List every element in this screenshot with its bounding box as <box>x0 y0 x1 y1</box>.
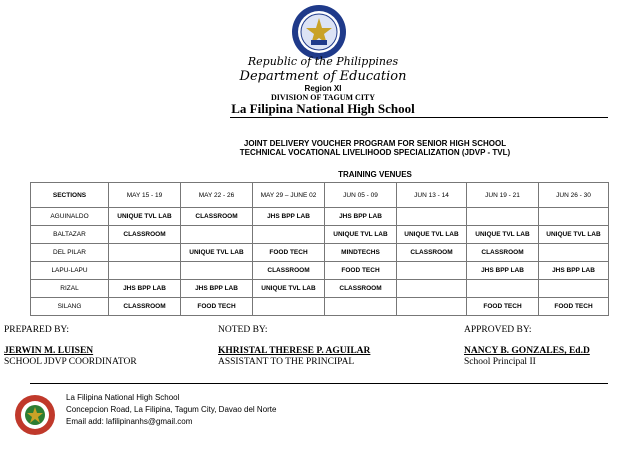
venue-cell: UNIQUE TVL LAB <box>181 244 253 262</box>
venue-cell: JHS BPP LAB <box>467 262 539 280</box>
column-header: MAY 22 - 26 <box>181 183 253 208</box>
footer-address: Concepcion Road, La Filipina, Tagum City, Davao del Norte <box>66 405 277 414</box>
venue-cell <box>539 208 609 226</box>
table-row <box>31 280 609 298</box>
column-header: JUN 19 - 21 <box>467 183 539 208</box>
republic-heading: Republic of the Philippines <box>247 55 399 68</box>
section-name: LAPU-LAPU <box>31 262 109 280</box>
venue-cell <box>325 298 397 316</box>
program-title-line2: TECHNICAL VOCATIONAL LIVELIHOOD SPECIALIZATION (JDVP - TVL) <box>239 148 511 157</box>
venue-cell <box>467 280 539 298</box>
venue-cell <box>181 226 253 244</box>
venue-cell: JHS BPP LAB <box>253 208 325 226</box>
school-seal-icon <box>14 394 56 436</box>
venue-cell <box>181 262 253 280</box>
venue-cell: CLASSROOM <box>109 226 181 244</box>
venue-cell <box>539 280 609 298</box>
noted-title: ASSISTANT TO THE PRINCIPAL <box>218 357 355 367</box>
venue-cell: CLASSROOM <box>467 244 539 262</box>
venue-cell <box>253 226 325 244</box>
table-row <box>31 262 609 280</box>
venue-cell: JHS BPP LAB <box>109 280 181 298</box>
venue-cell <box>397 298 467 316</box>
prepared-title: SCHOOL JDVP COORDINATOR <box>4 357 137 367</box>
column-header: SECTIONS <box>31 183 109 208</box>
approved-name: NANCY B. GONZALES, Ed.D <box>464 346 590 356</box>
table-row <box>31 226 609 244</box>
venue-cell: FOOD TECH <box>253 244 325 262</box>
venue-cell: UNIQUE TVL LAB <box>467 226 539 244</box>
venue-cell: UNIQUE TVL LAB <box>325 226 397 244</box>
venue-cell <box>467 208 539 226</box>
school-heading: La Filipina National High School <box>231 101 415 116</box>
table-header-row <box>31 183 609 208</box>
venue-cell: CLASSROOM <box>181 208 253 226</box>
venue-cell: CLASSROOM <box>109 298 181 316</box>
venue-cell: UNIQUE TVL LAB <box>109 208 181 226</box>
training-venues-table <box>30 182 609 316</box>
section-name: DEL PILAR <box>31 244 109 262</box>
venue-cell <box>397 208 467 226</box>
section-name: BALTAZAR <box>31 226 109 244</box>
venue-cell: JHS BPP LAB <box>539 262 609 280</box>
venue-cell: JHS BPP LAB <box>325 208 397 226</box>
department-heading: Department of Education <box>239 69 407 84</box>
venue-cell <box>109 262 181 280</box>
region-heading: Region XI <box>304 84 342 93</box>
venue-cell: UNIQUE TVL LAB <box>253 280 325 298</box>
noted-name: KHRISTAL THERESE P. AGUILAR <box>218 346 371 356</box>
footer-email: Email add: lafilipinanhs@gmail.com <box>66 417 193 426</box>
venue-cell: CLASSROOM <box>397 244 467 262</box>
prepared-label: PREPARED BY: <box>4 325 70 335</box>
table-title: TRAINING VENUES <box>338 170 412 179</box>
venue-cell: JHS BPP LAB <box>181 280 253 298</box>
table-row <box>31 208 609 226</box>
section-name: SILANG <box>31 298 109 316</box>
approved-label: APPROVED BY: <box>464 325 532 335</box>
noted-label: NOTED BY: <box>218 325 268 335</box>
venue-cell: FOOD TECH <box>539 298 609 316</box>
venue-cell: UNIQUE TVL LAB <box>539 226 609 244</box>
column-header: JUN 13 - 14 <box>397 183 467 208</box>
section-name: AGUINALDO <box>31 208 109 226</box>
table-row <box>31 244 609 262</box>
section-name: RIZAL <box>31 280 109 298</box>
venue-cell: FOOD TECH <box>325 262 397 280</box>
venue-cell <box>539 244 609 262</box>
venue-cell <box>253 298 325 316</box>
column-header: JUN 26 - 30 <box>539 183 609 208</box>
prepared-name: JERWIN M. LUISEN <box>4 346 94 356</box>
venue-cell: MINDTECHS <box>325 244 397 262</box>
venue-cell <box>397 280 467 298</box>
column-header: MAY 29 – JUNE 02 <box>253 183 325 208</box>
deped-seal-icon <box>291 4 347 60</box>
venue-cell: CLASSROOM <box>325 280 397 298</box>
venue-cell <box>109 244 181 262</box>
venue-cell <box>397 262 467 280</box>
venue-cell: FOOD TECH <box>181 298 253 316</box>
venue-cell: CLASSROOM <box>253 262 325 280</box>
table-row <box>31 298 609 316</box>
venue-cell: FOOD TECH <box>467 298 539 316</box>
footer-divider <box>30 383 608 384</box>
column-header: JUN 05 - 09 <box>325 183 397 208</box>
header-divider <box>230 117 608 118</box>
footer-school: La Filipina National High School <box>66 393 180 402</box>
division-heading: DIVISION OF TAGUM CITY <box>270 93 376 102</box>
column-header: MAY 15 - 19 <box>109 183 181 208</box>
program-title-line1: JOINT DELIVERY VOUCHER PROGRAM FOR SENIOR HIGH SCHOOL <box>243 139 507 148</box>
venue-cell: UNIQUE TVL LAB <box>397 226 467 244</box>
approved-title: School Principal II <box>464 357 536 367</box>
